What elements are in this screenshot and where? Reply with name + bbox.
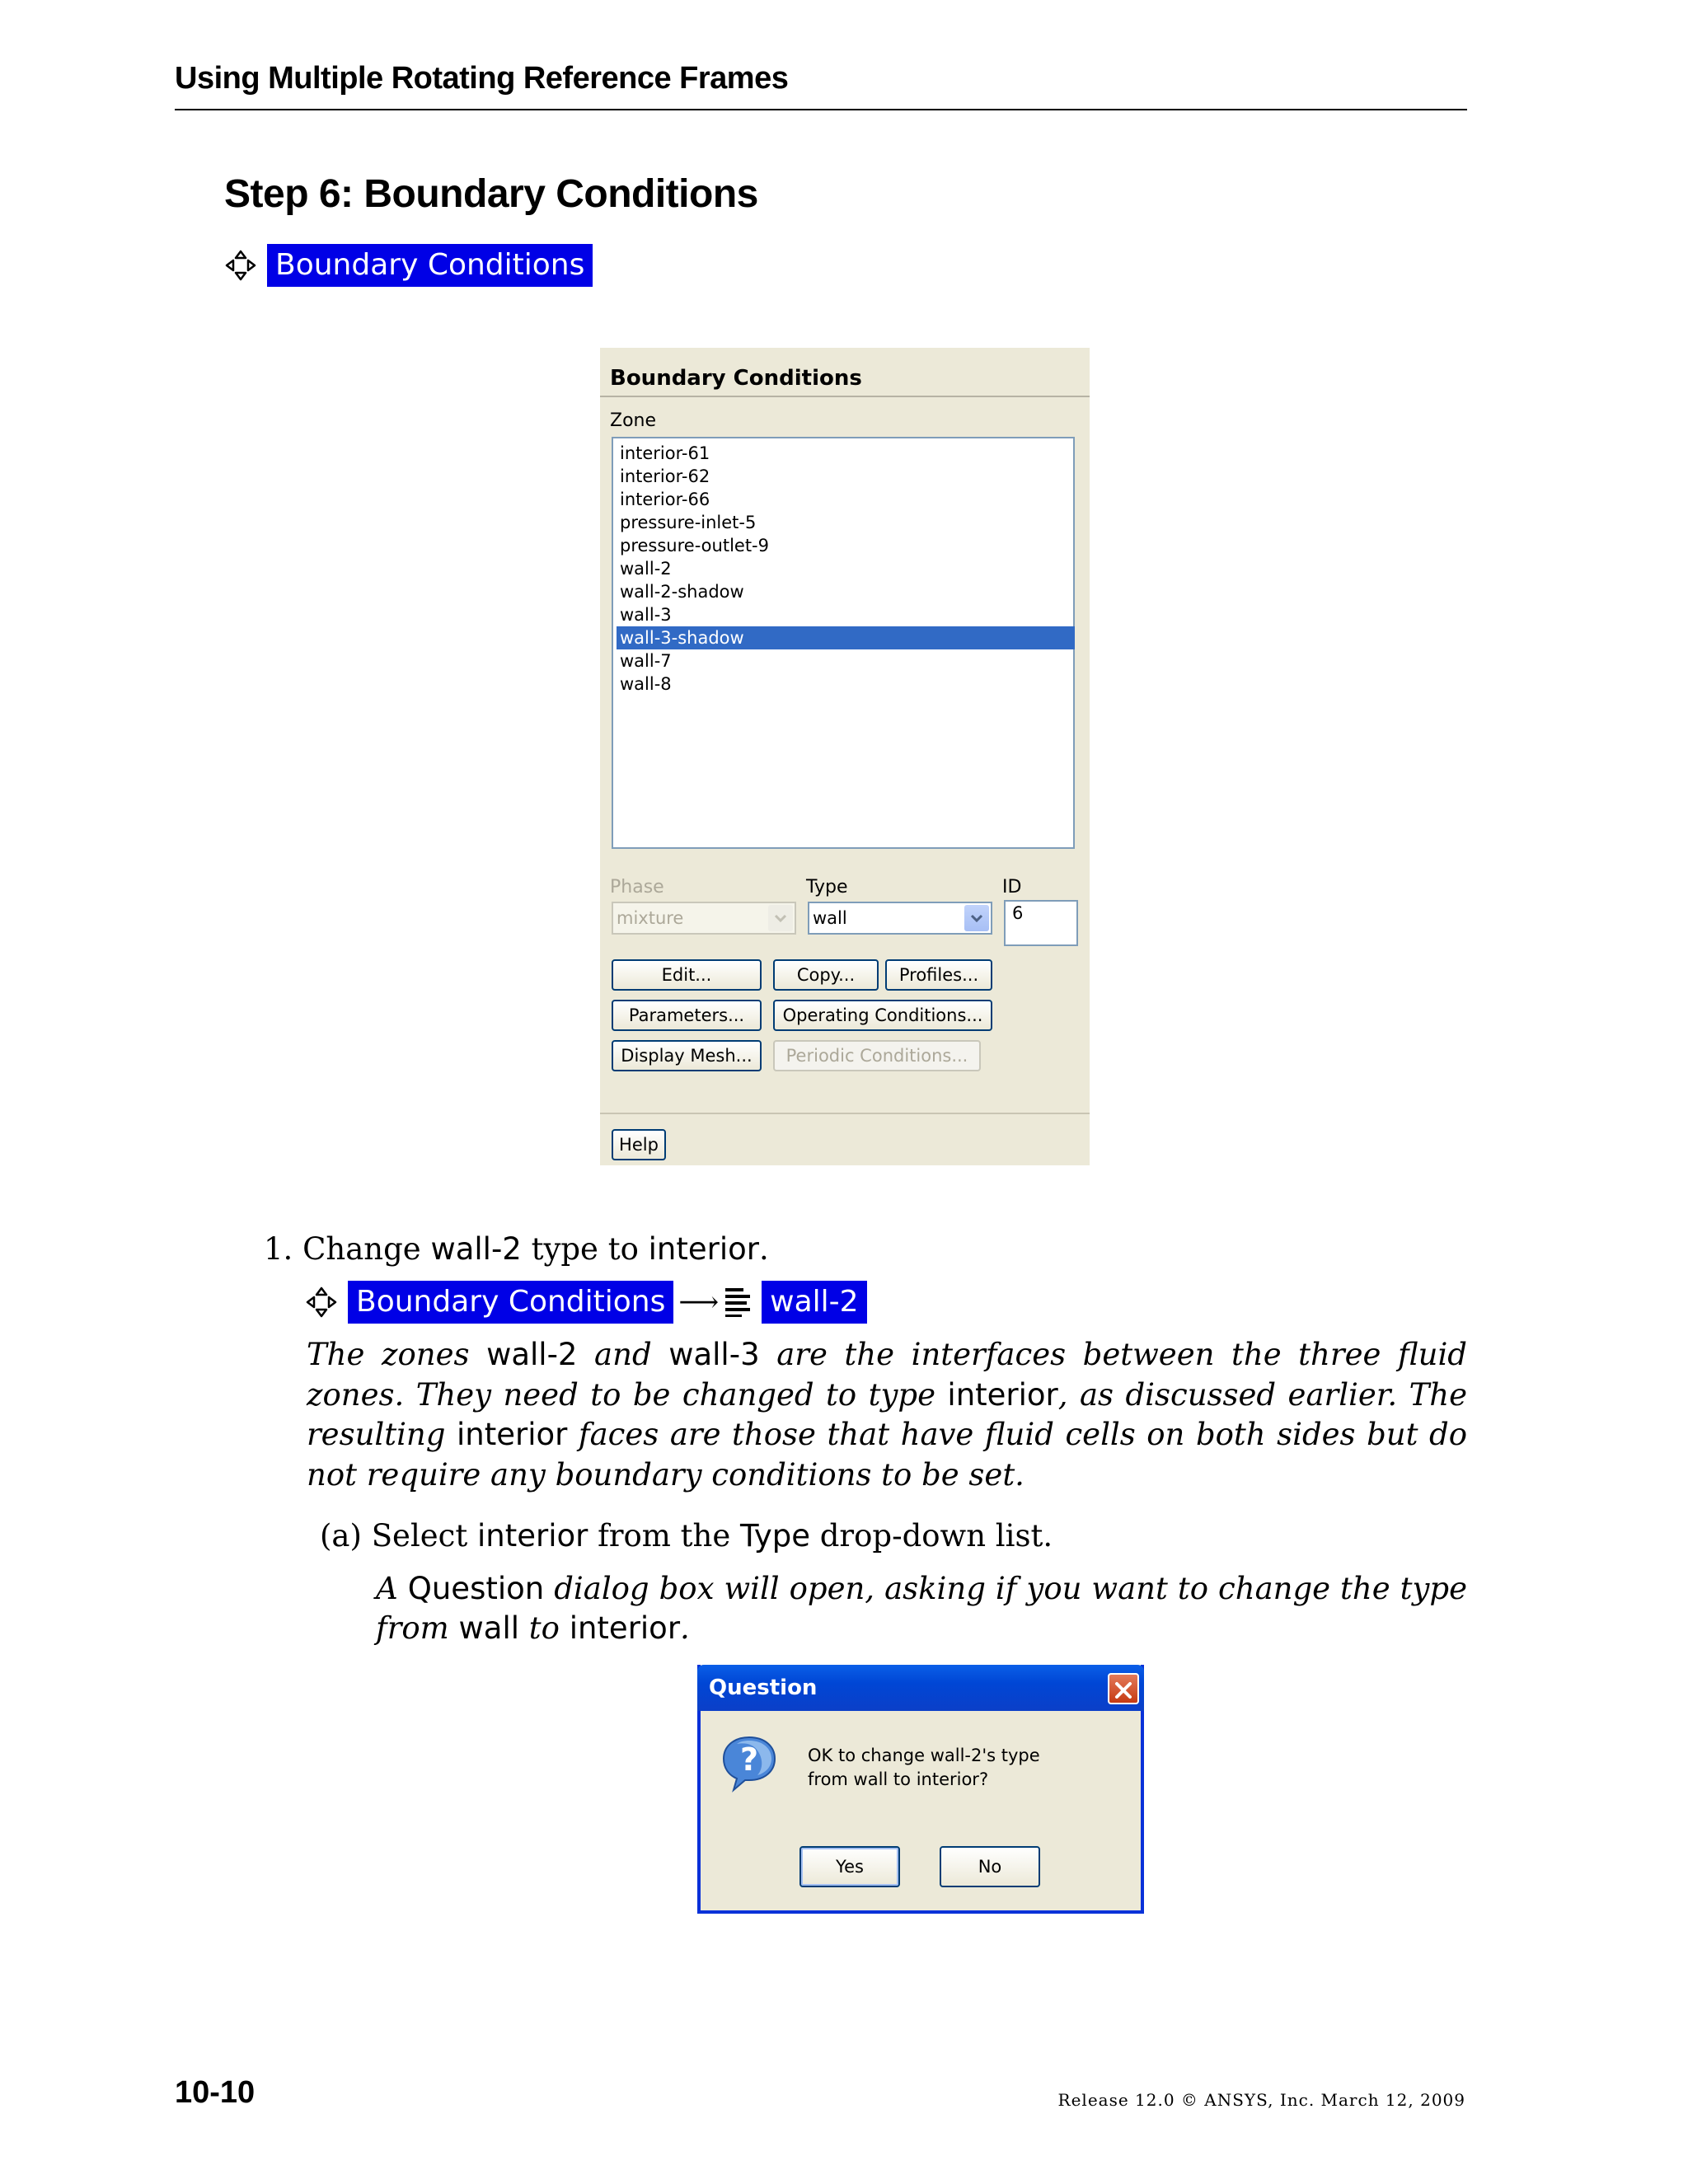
note-text: faces are those that have fluid cells on both sides but do not require any boundary conditions to be set. xyxy=(307,1417,1468,1493)
panel-title: Boundary Conditions xyxy=(610,366,862,391)
question-icon xyxy=(720,1734,778,1793)
dialog-message-line: OK to change wall-2's type xyxy=(808,1746,1040,1765)
field-name: Type xyxy=(740,1518,810,1554)
note-text: dialog box will open, asking if you want to change the type from xyxy=(376,1571,1467,1646)
periodic-conditions-button: Periodic Conditions... xyxy=(773,1040,981,1071)
zone-item[interactable]: interior-66 xyxy=(620,490,710,509)
id-field[interactable]: 6 xyxy=(1004,900,1078,946)
step-title: Step 6: Boundary Conditions xyxy=(224,172,758,216)
note-text: , as discussed earlier. The resulting xyxy=(307,1376,1467,1452)
no-button[interactable]: No xyxy=(940,1846,1040,1887)
type-name: interior xyxy=(947,1376,1058,1413)
note-text: to xyxy=(519,1610,570,1646)
zone-item[interactable]: wall-2-shadow xyxy=(620,582,744,602)
zone-label: Zone xyxy=(610,410,657,431)
dialog-message-line: from wall to interior? xyxy=(808,1769,989,1789)
item-text: type to xyxy=(521,1231,649,1267)
sub-item-a-note xyxy=(376,1569,1467,1648)
panel-separator xyxy=(600,1113,1090,1114)
dialog-message xyxy=(808,1744,1055,1792)
type-name: interior xyxy=(648,1231,759,1267)
panel-title-rule xyxy=(600,396,1090,397)
note-text: and xyxy=(577,1337,669,1372)
note-text: A xyxy=(376,1571,408,1606)
nav-wall-2-link[interactable]: wall-2 xyxy=(762,1281,866,1324)
nav-path-main xyxy=(224,244,593,287)
display-mesh-button[interactable]: Display Mesh... xyxy=(612,1040,762,1071)
header-rule xyxy=(175,109,1467,110)
nav-arrow: ⟶ xyxy=(678,1286,720,1319)
type-name: wall xyxy=(458,1610,520,1646)
dialog-title: Question xyxy=(709,1675,818,1700)
zone-item[interactable]: interior-61 xyxy=(620,443,710,463)
chevron-down-icon xyxy=(768,905,793,931)
zone-item[interactable]: wall-7 xyxy=(620,651,672,671)
zone-item[interactable]: wall-8 xyxy=(620,674,672,694)
zone-name: wall-2 xyxy=(486,1337,578,1372)
zone-name: wall-3 xyxy=(668,1337,760,1372)
nav-boundary-conditions-link[interactable]: Boundary Conditions xyxy=(348,1281,673,1324)
item-text: Select xyxy=(371,1518,478,1554)
navigation-arrows-icon xyxy=(224,249,257,282)
running-header: Using Multiple Rotating Reference Frames xyxy=(175,61,789,96)
item-text: Change xyxy=(302,1231,431,1267)
type-name: interior xyxy=(457,1417,568,1452)
type-name: interior xyxy=(569,1610,681,1646)
operating-conditions-button[interactable]: Operating Conditions... xyxy=(773,1000,992,1031)
chevron-down-icon[interactable] xyxy=(964,905,989,931)
page-number: 10-10 xyxy=(175,2075,256,2110)
zone-item[interactable]: pressure-outlet-9 xyxy=(620,536,769,555)
sub-item-a xyxy=(320,1516,1465,1556)
type-name: interior xyxy=(477,1518,588,1554)
nav-boundary-conditions-link[interactable]: Boundary Conditions xyxy=(267,244,593,287)
note-text: are the interfaces between the three fluid zones. They need to be changed to type xyxy=(307,1337,1467,1413)
item-text: . xyxy=(758,1231,769,1267)
release-info: Release 12.0 © ANSYS, Inc. March 12, 2009 xyxy=(1057,2090,1465,2110)
profiles-button[interactable]: Profiles... xyxy=(885,959,992,991)
zone-item[interactable]: pressure-inlet-5 xyxy=(620,513,757,532)
note-text: The zones xyxy=(307,1337,487,1372)
list-selection-icon xyxy=(724,1286,752,1318)
item-text: drop-down list. xyxy=(809,1518,1053,1554)
id-label: ID xyxy=(1002,877,1022,898)
item1-note xyxy=(307,1335,1467,1495)
zone-item-selected[interactable]: wall-3-shadow xyxy=(617,626,1075,649)
question-dialog xyxy=(697,1665,1144,1914)
type-value: wall xyxy=(813,908,847,928)
dialog-title-bar xyxy=(697,1665,1144,1711)
item-number: 1. xyxy=(264,1231,293,1267)
edit-button[interactable]: Edit... xyxy=(612,959,762,991)
parameters-button[interactable]: Parameters... xyxy=(612,1000,762,1031)
type-label: Type xyxy=(806,877,848,898)
phase-value: mixture xyxy=(617,908,684,928)
boundary-conditions-panel xyxy=(600,348,1090,1165)
list-item-1 xyxy=(264,1230,1467,1269)
phase-label: Phase xyxy=(610,877,664,898)
help-button[interactable]: Help xyxy=(612,1129,666,1160)
yes-button[interactable]: Yes xyxy=(799,1846,900,1887)
zone-item[interactable]: interior-62 xyxy=(620,466,710,486)
note-text: . xyxy=(680,1610,690,1646)
nav-path-item1 xyxy=(305,1281,867,1324)
type-dropdown[interactable] xyxy=(808,902,992,935)
close-icon[interactable] xyxy=(1108,1673,1139,1704)
copy-button[interactable]: Copy... xyxy=(773,959,879,991)
sub-item-label: (a) xyxy=(320,1518,362,1554)
zone-name: wall-2 xyxy=(430,1231,522,1267)
zone-item[interactable]: wall-3 xyxy=(620,605,672,625)
dialog-name: Question xyxy=(407,1571,545,1606)
item-text: from the xyxy=(588,1518,740,1554)
phase-dropdown xyxy=(612,902,796,935)
svg-text:?: ? xyxy=(739,1741,759,1778)
zone-item[interactable]: wall-2 xyxy=(620,559,672,579)
zone-list[interactable] xyxy=(612,437,1075,849)
navigation-arrows-icon xyxy=(305,1286,338,1319)
